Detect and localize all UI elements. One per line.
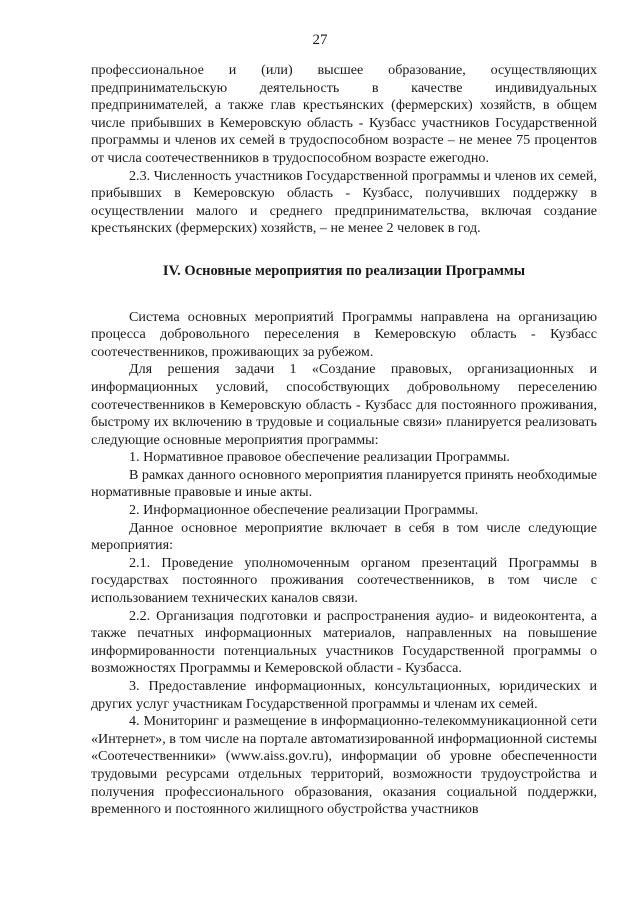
paragraph-system: Система основных мероприятий Программы направлена на организацию процесса добровольного переселения в Кемеровскую область - Кузбасс соотечественников, проживающих за рубежом. <box>91 308 597 360</box>
page-number: 27 <box>312 32 328 48</box>
paragraph-measure-2-1: 2.1. Проведение уполномоченным органом презентаций Программы в государствах постоянного проживания соотечественников, в том числе с использованием технических каналов связи. <box>91 554 597 607</box>
paragraph-measure-2: 2. Информационное обеспечение реализации Программы. <box>129 502 479 519</box>
paragraph-2-3: 2.3. Численность участников Государственной программы и членов их семей, прибывших в Кемеровскую область - Кузбасс, получивших поддержку в осуществлении малого и среднего предпринимательства, включая создание крестьянских (фермерских) хозяйств, – не менее 2 человек в год. <box>91 167 597 237</box>
section-heading: IV. Основные мероприятия по реализации Программы <box>162 262 526 279</box>
paragraph-measure-3: 3. Предоставление информационных, консультационных, юридических и других услуг участникам Государственной программы и членам их семей. <box>91 678 597 712</box>
page-body <box>91 62 597 819</box>
paragraph-measure-2-2: 2.2. Организация подготовки и распространения аудио- и видеоконтента, а также печатных информационных материалов, направленных на повышение информированности потенциальных участников Государственной программы о возможностях Программы и Кемеровской области - Кузбасса. <box>91 607 597 677</box>
paragraph-measure-4: 4. Мониторинг и размещение в информационно-телекоммуникационной сети «Интернет», в том числе на портале автоматизированной информационной системы «Соотечественники» (www.aiss.gov.ru), информации об уровне обеспеченности трудовыми ресурсами отдельных территорий, возможности трудоустройства и получения профессионального образования, оказания социальной поддержки, временного и постоянного жилищного обустройства участников <box>91 713 597 818</box>
paragraph-measure-1-detail: В рамках данного основного мероприятия планируется принять необходимые нормативные правовые и иные акты. <box>91 466 597 501</box>
paragraph-measure-2-detail: Данное основное мероприятие включает в себя в том числе следующие мероприятия: <box>91 519 597 554</box>
paragraph-task-1: Для решения задачи 1 «Создание правовых, организационных и информационных условий, способствующих добровольному переселению соотечественников в Кемеровскую область - Кузбасс для постоянного проживания, быстрому их включению в трудовые и социальные связи» планируется реализовать следующие основные мероприятия программы: <box>91 361 597 448</box>
paragraph-measure-1: 1. Нормативное правовое обеспечение реализации Программы. <box>129 449 510 466</box>
paragraph-continuation: профессиональное и (или) высшее образование, осуществляющих предпринимательскую деятельность в качестве индивидуальных предпринимателей, а также глав крестьянских (фермерских) хозяйств, в общем числе прибывших в Кемеровскую область - Кузбасс участников Государственной программы и членов их семей в трудоспособном возрасте – не менее 75 процентов от числа соотечественников в трудоспособном возрасте ежегодно. <box>91 62 597 166</box>
